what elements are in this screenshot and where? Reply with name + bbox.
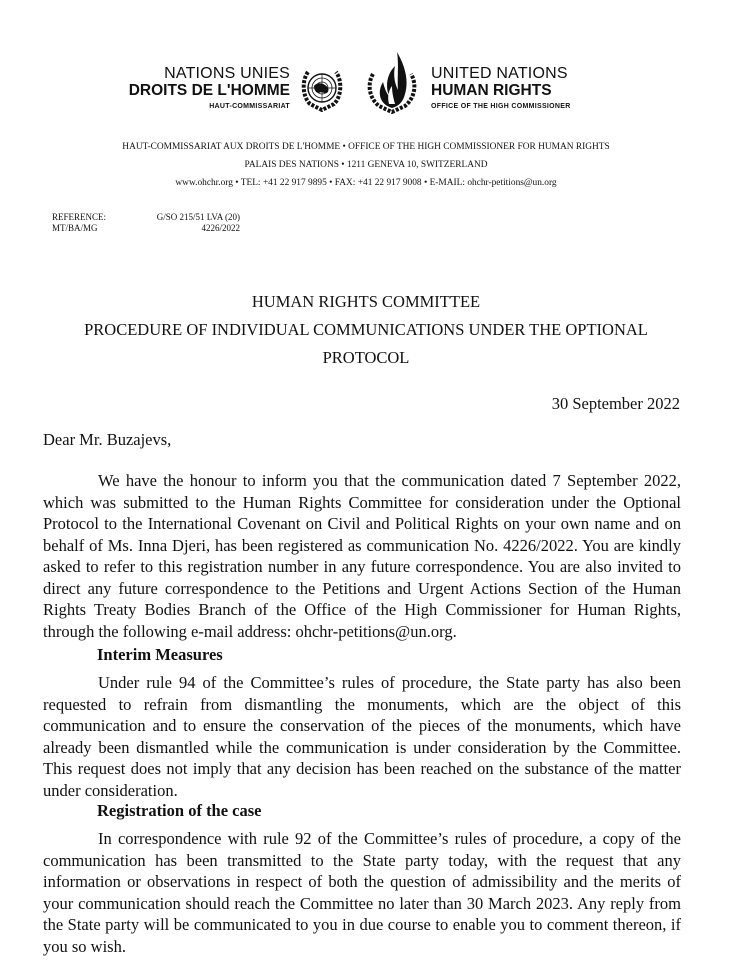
un-emblem-icon xyxy=(300,66,344,112)
paragraph-registration-of-case xyxy=(43,828,681,957)
heading-registration-of-case: Registration of the case xyxy=(97,801,262,820)
reference-value: G/SO 215/51 LVA (20) xyxy=(156,212,240,222)
human-rights-flame-emblem-icon xyxy=(365,50,419,114)
letterhead-english-line2: HUMAN RIGHTS xyxy=(431,82,552,99)
reference-label: REFERENCE: xyxy=(52,212,107,222)
letterhead-english xyxy=(431,66,571,110)
letterhead-french-line1: NATIONS UNIES xyxy=(164,65,290,82)
paragraph-text: We have the honour to inform you that the communication dated 7 September 2022, which was submitted to the Human Rights Committee for consideration under the Optional Protocol to the International Covenant on Civil and Political Rights on your own name and on behalf of Ms. Inna Djeri, has been registered as communication No. 4226/2022. You are kindly asked to refer to this registration number in any future correspondence. You are also invited to direct any future correspondence to the Petitions and Urgent Actions Section of the Human Rights Treaty Bodies Branch of the Office of the High Commissioner for Human Rights, through the following e-mail address: ohchr-petitions@un.org. xyxy=(43,471,681,641)
contact-line-address: PALAIS DES NATIONS • 1211 GENEVA 10, SWITZERLAND xyxy=(244,160,488,170)
document-titles xyxy=(0,288,732,372)
letterhead-french xyxy=(129,66,290,110)
procedure-title: PROCEDURE OF INDIVIDUAL COMMUNICATIONS UNDER THE OPTIONAL PROTOCOL xyxy=(84,320,648,367)
letterhead xyxy=(0,0,732,130)
paragraph-text: In correspondence with rule 92 of the Committee’s rules of procedure, a copy of the communication has been transmitted to the State party today, with the request that any information or observations in respect of both the question of admissibility and the merits of your communication should reach the Committee no later than 30 March 2023. Any reply from the State party will be communicated to you in due course to enable you to comment thereon, if you so wish. xyxy=(43,829,681,956)
contact-block xyxy=(0,138,732,192)
contact-line-office: HAUT-COMMISSARIAT AUX DROITS DE L'HOMME • OFFICE OF THE HIGH COMMISSIONER FOR HUMAN RIGHTS xyxy=(122,142,610,152)
letterhead-french-line2: DROITS DE L'HOMME xyxy=(128,82,290,99)
paragraph-interim-measures xyxy=(43,672,681,801)
reference-block xyxy=(52,212,240,234)
letter-date: 30 September 2022 xyxy=(551,394,680,413)
letterhead-english-line3: OFFICE OF THE HIGH COMMISSIONER xyxy=(431,102,571,110)
communication-number: 4226/2022 xyxy=(201,223,240,233)
paragraph-text: Under rule 94 of the Committee’s rules of procedure, the State party has also been requested to refrain from dismantling the monuments, which are the object of this communication and to ensure the conservation of the pieces of the monuments, which have already been dismantled while the communication is under consideration by the Committee. This request does not imply that any decision has been reached on the substance of the matter under consideration. xyxy=(43,673,681,800)
salutation: Dear Mr. Buzajevs, xyxy=(43,430,172,449)
committee-title: HUMAN RIGHTS COMMITTEE xyxy=(251,292,481,311)
reference-initials: MT/BA/MG xyxy=(52,223,98,233)
letterhead-french-line3: HAUT-COMMISSARIAT xyxy=(209,102,290,110)
heading-interim-measures: Interim Measures xyxy=(97,645,223,664)
letterhead-english-line1: UNITED NATIONS xyxy=(431,65,568,82)
paragraph-registration-notice xyxy=(43,470,681,642)
contact-line-phone-email: www.ohchr.org • TEL: +41 22 917 9895 • FAX: +41 22 917 9008 • E-MAIL: ohchr-petitions@un.org xyxy=(175,178,557,188)
